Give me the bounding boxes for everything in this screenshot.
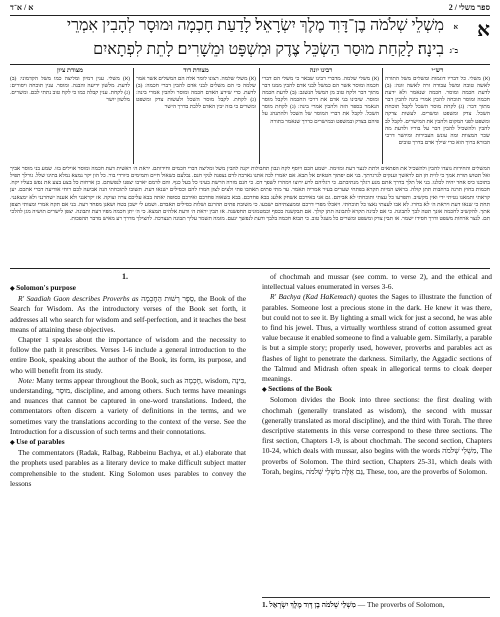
section-heading [262,384,492,395]
english-column-left [10,283,246,613]
chapter-number: א [477,19,490,41]
verse-number-a: א [453,23,458,31]
paragraph-tail: , the Book of the Search for Wisdom. As the introductory verses of the Book set forth, it addresses all who search for wisdom and self-perfection, and it teaches the best means of attaining these objectives. [10,294,246,334]
section-heading-text: Sections of the Book [268,384,332,394]
tzion-heading: מצודת ציון [10,67,130,74]
verse-block [10,17,490,63]
header-left: א / א־ד [10,3,34,12]
bottom-verse-english: — The proverbs of Solomon, [357,600,445,609]
paragraph-tail: Chapter 1 speaks about the importance of wisdom and the necessity to follow the path it prescribes. Verses 1-6 include a general introduction to the entire Book, speaking about the author of the Book, its form, its purpose, and who will benefit from its study. [10,335,246,375]
english-paragraph [10,294,246,335]
column-divider [133,68,134,164]
column-divider [382,68,383,164]
bottom-rule [262,597,490,598]
rabbeinu-column: (א) משלי שלמה. מדברי רבינו שבאר כי משלי הם דברי חכמה ומוסר אשר הם כמשל לבני אדם להבין ממנו דבר מתוך דבר ולקח טוב מן המשל הנשגב: (ב) לדעת חכמה ומוסר. שיבינו בני אדם את דרכי החכמה ולקבל מוסר הנאמר בספר הזה ולהבין אמרי בינה: (ג) לקחת מוסר השכל. לקבל את דברי המוסר של השכל ולהתנהג על פיהם בצדק ובמשפט ובמישרים כדרך שנאמר בתורה [262,76,379,125]
english-column-right [262,272,492,584]
section-marker-icon: ◆ [10,286,17,292]
wide-commentary: המשלים והחידות נועדו להבין ולהשכיל את הפתאים ולתת לנער דעת ומזימה. ישמע חכם ויוסף לקח ונבון תחבולות יקנה להבין משל ומליצה דברי חכמים וחידותם. יראת ה׳ ראשית דעת חכמה ומוסר אוילים בזו. שמע בני מוסר אביך ואל תטוש תורת אמך כי לוית חן הם לראשך וענקים לגרגרתך. בני אם יפתוך חטאים אל תבא. אם יאמרו לכה אתנו נארבה לדם נצפנה לנקי חנם. נבלעם כשאול חיים ותמימים כיורדי בור. כל הון יקר נמצא נמלא בתינו שלל. גורלך תפיל בתוכנו כיס אחד יהיה לכלנו. בני אל תלך בדרך אתם מנע רגלך מנתיבתם. כי רגליהם לרע ירוצו וימהרו לשפך דם. כי חנם מזרה הרשת בעיני כל בעל כנף. והם לדמם יארבו יצפנו לנפשתם. כן ארחות כל בצע בצע את נפש בעליו יקח. חכמות בחוץ תרנה ברחבות תתן קולה. בראש המיות תקרא בפתחי שערים בעיר אמריה תאמר. עד מתי פתים תאהבו פתי ולצים לצון חמדו להם וכסילים ישנאו דעת. תשובו לתוכחתי הנה אביעה לכם רוחי אודיעה דברי אתכם. יען קראתי ותמאנו נטיתי ידי ואין מקשיב. ותפרעו כל עצתי ותוכחתי לא אביתם. גם אני באידכם אשחק אלעג בבא פחדכם. בבא כשאוה פחדכם ואידכם כסופה יאתה בבא עליכם צרה וצוקה. אז יקראנני ולא אענה ישחרנני ולא ימצאנני. תחת כי שנאו דעת ויראת ה׳ לא בחרו. לא אבו לעצתי נאצו כל תוכחתי. ויאכלו מפרי דרכם וממעצתיהם ישבעו. כי משובת פתים תהרגם ושלות כסילים תאבדם. ושמע לי ישכן בטח ושאנן מפחד רעה. בני אם תקח אמרי ומצותי תצפן אתך. להקשיב לחכמה אזנך תטה לבך לתבונה. כי אם לבינה תקרא לתבונה תתן קולך. אם תבקשנה ככסף וכמטמונים תחפשנה. אז תבין יראת ה׳ ודעת אלהים תמצא. כי ה׳ יתן חכמה מפיו דעת ותבונה. יצפן לישרים תושיה מגן להלכי תם. לנצר ארחות משפט ודרך חסידו ישמר. אז תבין צדק ומשפט ומשרים כל מעגל טוב. כי תבוא חכמה בלבך ודעת לנפשך ינעם. מזמה תשמר עליך תבונה תנצרכה. להצילך מדרך רע מאיש מדבר תהפכות. [10,166,490,223]
section-heading [10,437,246,448]
section-heading-text: Solomon's purpose [16,283,76,292]
bottom-verse-hebrew: מִשְׁלֵי שְׁלֹמֹה בֶן דָּוִד מֶלֶךְ יִשְׂרָאֵל [269,600,356,609]
english-paragraph [262,272,492,292]
paragraph-heb: סֵפֶר רְשׁוּת הַחָכְמָה [141,294,194,304]
bottom-verse-number: 1. [262,600,268,609]
english-paragraph [262,395,492,477]
tzion-column: (א) משלי. ענין דמיון ומליצה כמו משל הקדמוני: (ב) לדעת. מלשון ידיעה והבנה. ומוסר. ענין תוכחה ויסורים: (ג) לקחת. ענין קבלה כמו כי לקח טוב נתתי לכם. ומשרים. מלשון יושר [10,76,130,104]
paragraph-tail: quotes the Sages to illustrate the function of parables. Someone lost a precious stone in the dark. He knew it was there, but could not to see it. By lighting a small wick for just a second, he was able to find his jewel. Thus, a virtually worthless strand of cotton assumed great value because it enabled someone to find a valuable gem. Similarly, a parable is but a simple story; properly used, however, proverbs and parables act as flashes of light to penetrate the darkness. Similarly, the Aggadic sections of the Talmud and Midrash often speak in allegorical terms to cloak deeper meanings. [262,292,492,384]
rashi-column: (א) משלי. כל דבריו דוגמות ומשלים משל התורה לאשה טובה ומשל עבודה זרה לאשה זונה: (ב) לדעת חכמה ומוסר. חכמה שנאמר ולא ידעת חכמה ומוסר תוכחה להבין אמרי בינה להבין דבר מתוך דבר: (ג) לקחת מוסר השכל לקבל תוכחת השכל. צדק ומשפט ומשרים. לעשות צדקה ומשפט לפני המקום ולהבין את המישרים. לקבל לב להבין ולהשכיל להבין דבר על בוריו ולדעת מה שכר המצוות ומה עונש העבירות ומיושר דרכי הבורא ברוך הוא כדי שילך אדם בדרך טובים [385,76,490,146]
section-marker-icon: ◆ [262,387,269,394]
header-rule [10,15,490,16]
header-right: ספר משלי / 2 [448,3,490,12]
chapter-heading-english: 1. [122,272,128,281]
english-paragraph [10,448,246,489]
english-paragraph [10,335,246,376]
verse-line-2: בִינָה׃ לָקַחַת מוּסַר הַשְׂכֵּל צֶדֶק וּמִשְׁפָּט וּמֵשָׁרִים׃ לָתֵת לִפְתָאיִם [93,41,444,58]
verse-line-1: מִשְׁלֵי שְׁלֹמֹה בֶן־דָּוִד מֶלֶךְ יִשְׂרָאֵל׃ לָדַעַת חָכְמָה וּמוּסָר לְהָבִין אִמְרֵי [66,17,444,34]
paragraph-tail: of chochmah and mussar (see comm. to verse 2), and the ethical and intellectual values enumerated in verses 3-6. [262,272,492,292]
bottom-verse [262,600,492,612]
rabbeinu-heading: רבינו יונה [262,67,380,74]
metzudas-column: (א) משלי שלמה. רצונו לומר אלה הם המשלים אשר אמר שלמה כי הם משלים לבני אדם להבין דברי חכמה: (ב) לדעת. כדי שידע האדם חכמה ומוסר ולהבין אמרי בינה: (ג) לקחת. לקבל מוסר השכל ולעשות צדק ומשפט ומשרים כי בזה יבין האדם ללכת בדרך הישר [136,76,256,111]
english-paragraph [10,376,246,437]
paragraph-lead: R' Bachya (Kad HaKemach) [270,292,359,302]
section-heading [10,283,246,294]
verse-number-b: ב־ג [449,47,458,55]
section-heading-text: Use of parables [16,437,65,447]
paragraph-tail: The commentators (Radak, Ralbag, Rabbeinu Bachya, et al.) elaborate that the prophets used parables as a literary device to make difficult subject matter comprehensible to the student. King Solomon uses parables to convey the lessons [10,448,246,488]
verse-rule [10,64,490,65]
running-header [10,3,490,15]
rashi-heading: רש״י [385,67,490,74]
paragraph-tail: Many terms appear throughout the Book, such as חָכְמָה, wisdom, בִּינָה, understanding, מוּסָר, discipline, and among others. Such terms have meanings and nuances that cannot be captured in one-word translations. Indeed, the commentators often discern a variety of definitions in the terms, and we sometimes vary the translations according to the context of the verse. See the Introduction for a discussion of such terms and their connotations. [10,375,246,436]
section-marker-icon: ◆ [10,440,17,447]
metzudas-heading: מצודת דוד [136,67,256,74]
column-divider [259,68,260,164]
commentary-rule [10,268,490,269]
paragraph-tail: Solomon divides the Book into three sections: the first dealing with chochmah (generally translated as wisdom), the second with mussar (generally translated as moral discipline), and the third with Torah. The three descriptive statements in this verse correspond to these three sections. The first section, Chapters 1-9, is about chochmah. The second section, Chapters 10-24, which deals with mussar, also begins with the words מִשְׁלֵי שְׁלֹמֹה, The proverbs of Solomon. The third section, Chapters 25-31, which deals with Torah, begins, גַּם אֵלֶּה מִשְׁלֵי שְׁלֹמֹה, These, too, are the proverbs of Solomon. [262,395,492,476]
paragraph-lead: R' Saadiah Gaon describes Proverbs as [18,294,142,304]
paragraph-lead: Note: [18,375,37,385]
english-paragraph [262,292,492,384]
